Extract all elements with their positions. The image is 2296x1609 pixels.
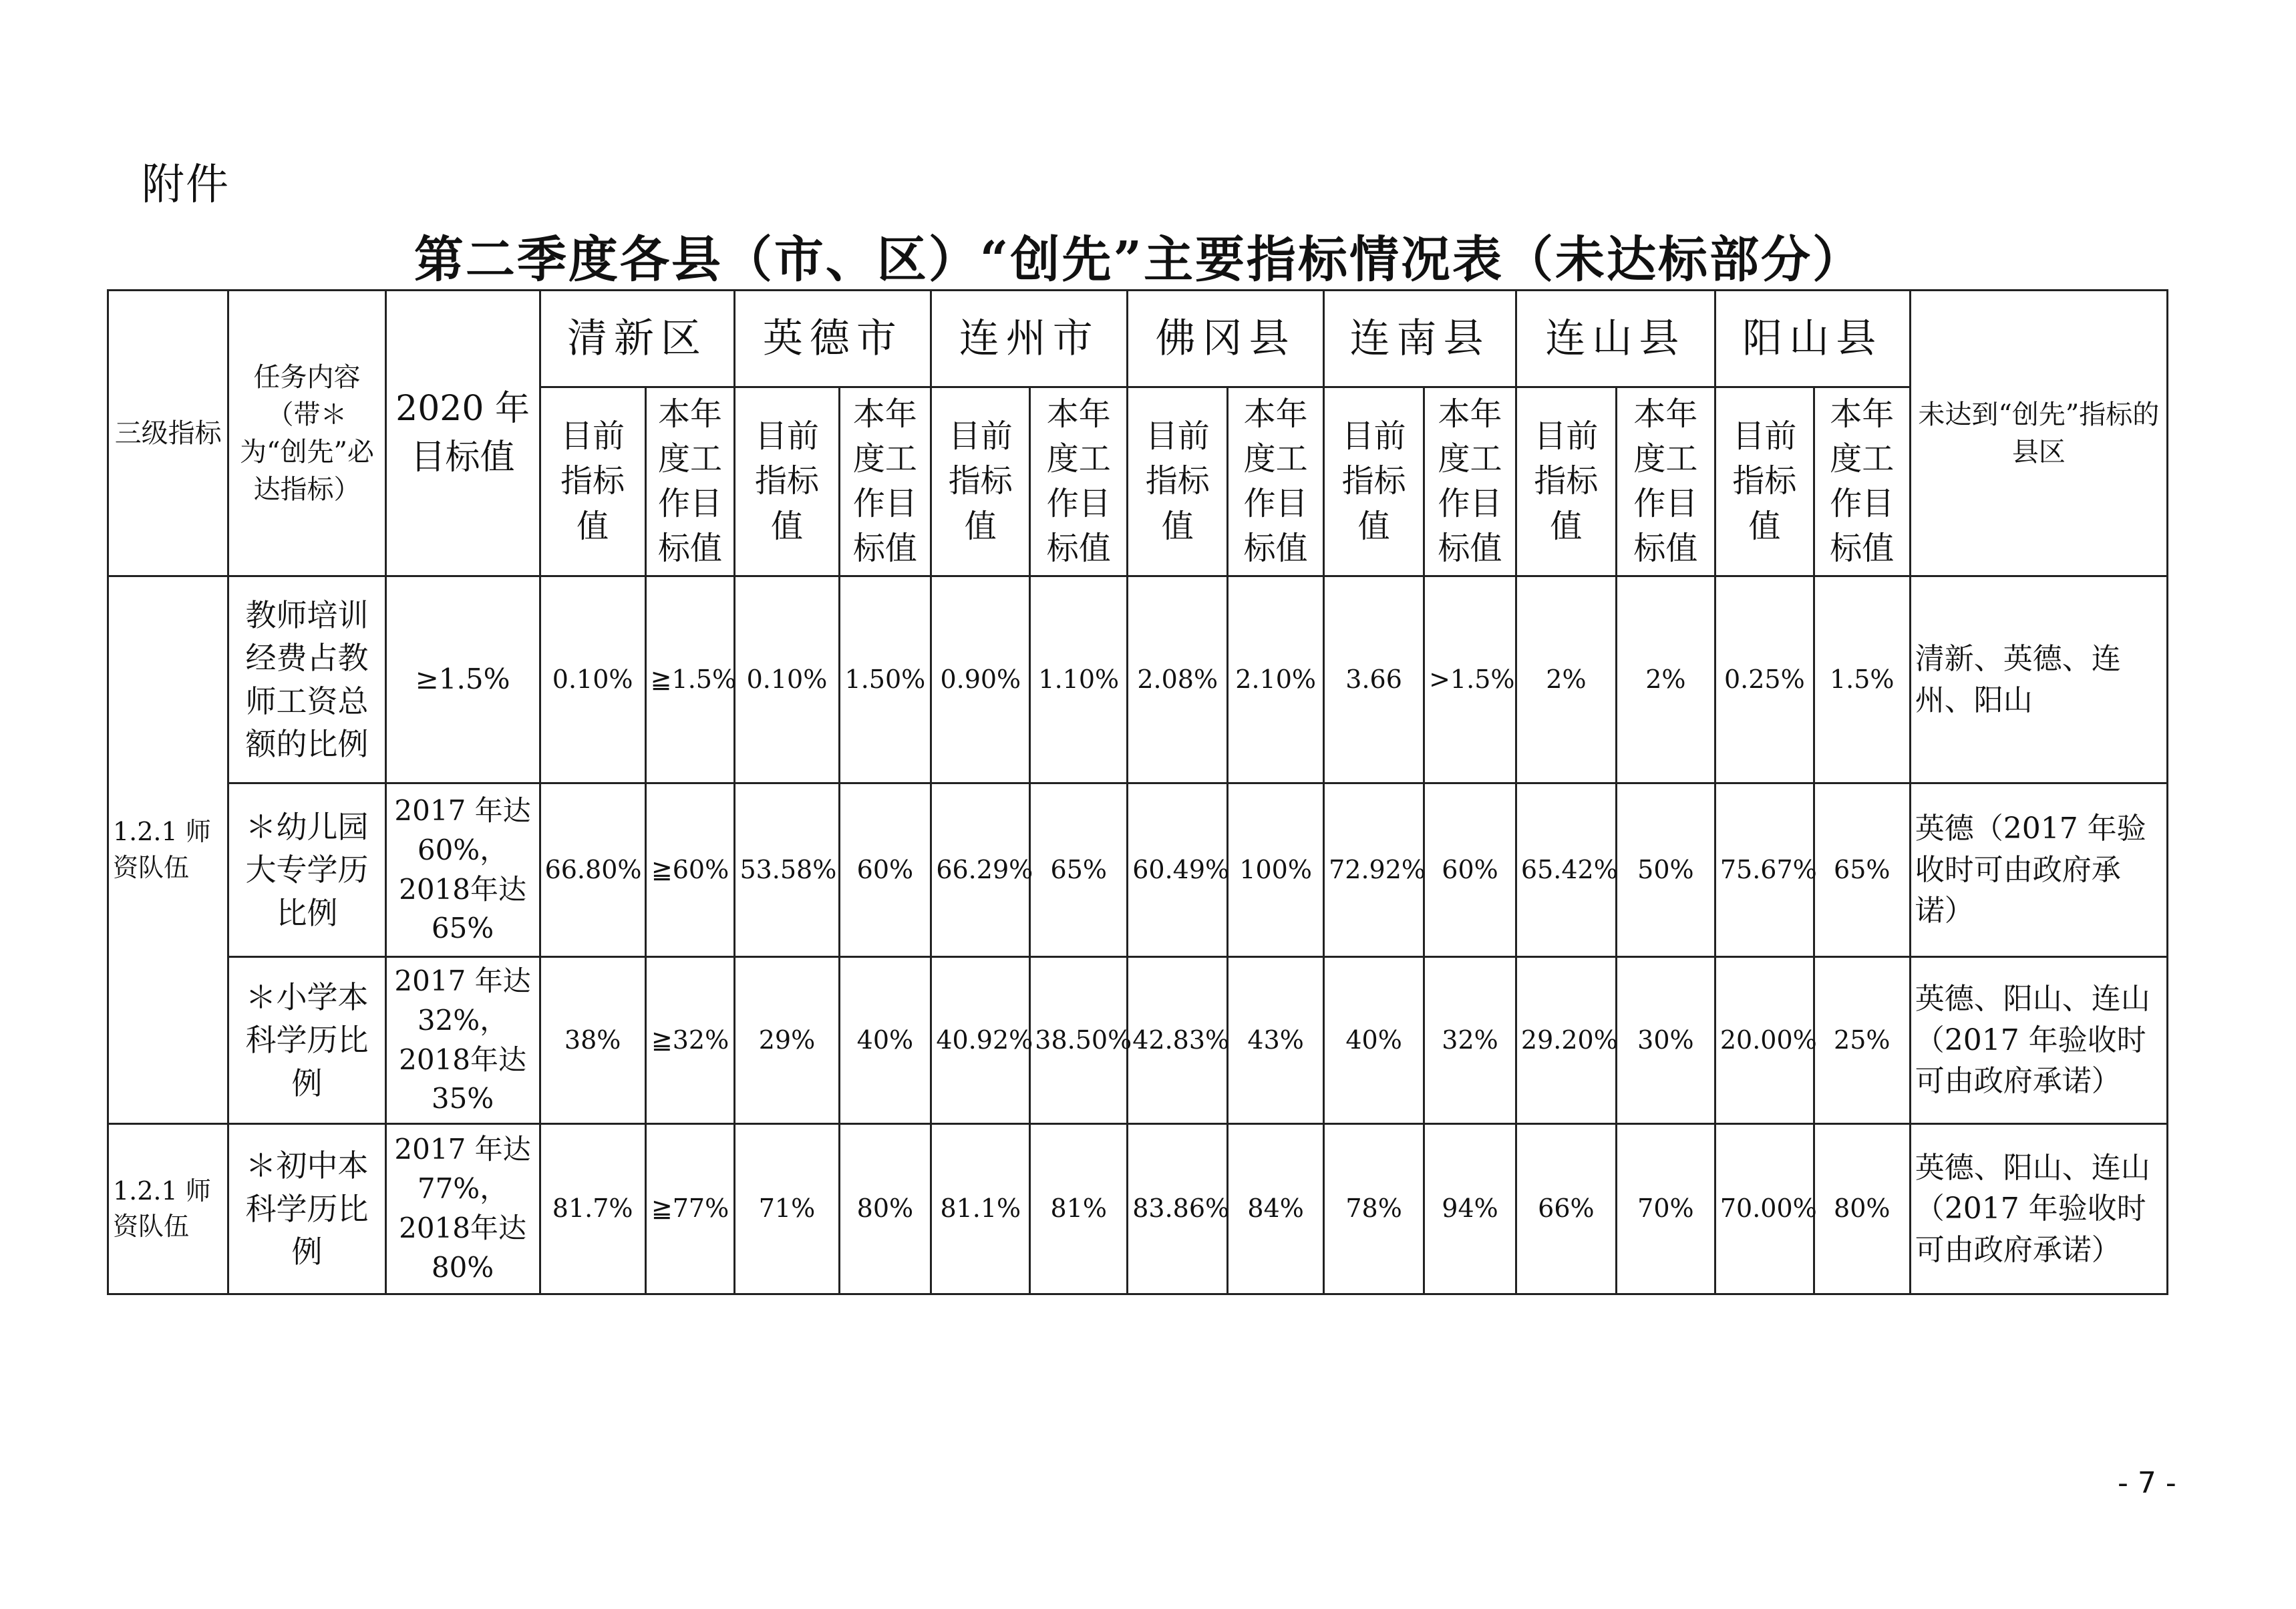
page-title: 第二季度各县（市、区）“创先”主要指标情况表（未达标部分） bbox=[414, 231, 1864, 289]
value-cell: ≧60% bbox=[645, 783, 735, 957]
value-cell: >1.5% bbox=[1424, 576, 1516, 783]
value-cell: 60% bbox=[839, 783, 931, 957]
value-cell: 38.50% bbox=[1030, 957, 1128, 1124]
header-county-lianshan: 连山县 bbox=[1516, 291, 1715, 387]
header-current-value: 目前指标值 bbox=[1715, 387, 1814, 576]
value-cell: 42.83% bbox=[1128, 957, 1228, 1124]
value-cell: 94% bbox=[1424, 1124, 1516, 1294]
value-cell: 71% bbox=[735, 1124, 839, 1294]
task-cell: ＊小学本科学历比例 bbox=[228, 957, 385, 1124]
value-cell: 84% bbox=[1228, 1124, 1324, 1294]
target-2020-cell: 2017 年达32%，2018年达 35% bbox=[385, 957, 540, 1124]
indicator-table bbox=[107, 289, 2168, 1295]
value-cell: 38% bbox=[540, 957, 645, 1124]
level3-indicator-cell: 1.2.1 师资队伍 bbox=[108, 576, 228, 1124]
value-cell: 70% bbox=[1616, 1124, 1715, 1294]
header-current-value: 目前指标值 bbox=[1128, 387, 1228, 576]
header-current-value: 目前指标值 bbox=[1324, 387, 1424, 576]
value-cell: 65% bbox=[1814, 783, 1910, 957]
unmet-counties-cell: 清新、英德、连州、阳山 bbox=[1910, 576, 2167, 783]
value-cell: 0.10% bbox=[540, 576, 645, 783]
task-cell: ＊幼儿园大专学历比例 bbox=[228, 783, 385, 957]
unmet-counties-cell: 英德、阳山、连山（2017 年验收时可由政府承诺） bbox=[1910, 1124, 2167, 1294]
value-cell: 81% bbox=[1030, 1124, 1128, 1294]
attachment-label: 附件 bbox=[142, 160, 230, 210]
task-cell: ＊初中本科学历比例 bbox=[228, 1124, 385, 1294]
value-cell: 2% bbox=[1616, 576, 1715, 783]
header-task: 任务内容（带＊为“创先”必达指标） bbox=[228, 291, 385, 576]
value-cell: 2% bbox=[1516, 576, 1616, 783]
header-county-fogang: 佛冈县 bbox=[1128, 291, 1324, 387]
level3-indicator-cell: 1.2.1 师资队伍 bbox=[108, 1124, 228, 1294]
header-level3: 三级指标 bbox=[108, 291, 228, 576]
value-cell: 29% bbox=[735, 957, 839, 1124]
header-current-value: 目前指标值 bbox=[931, 387, 1030, 576]
header-current-value: 目前指标值 bbox=[1516, 387, 1616, 576]
value-cell: 80% bbox=[1814, 1124, 1910, 1294]
page-number: - 7 - bbox=[2118, 1466, 2176, 1500]
value-cell: ≧1.5% bbox=[645, 576, 735, 783]
value-cell: 0.90% bbox=[931, 576, 1030, 783]
value-cell: 78% bbox=[1324, 1124, 1424, 1294]
value-cell: 83.86% bbox=[1128, 1124, 1228, 1294]
value-cell: 66.80% bbox=[540, 783, 645, 957]
value-cell: 70.00% bbox=[1715, 1124, 1814, 1294]
header-annual-target: 本年度工作目标值 bbox=[839, 387, 931, 576]
value-cell: 29.20% bbox=[1516, 957, 1616, 1124]
value-cell: 65% bbox=[1030, 783, 1128, 957]
value-cell: 30% bbox=[1616, 957, 1715, 1124]
value-cell: 40.92% bbox=[931, 957, 1030, 1124]
value-cell: 1.50% bbox=[839, 576, 931, 783]
value-cell: 72.92% bbox=[1324, 783, 1424, 957]
value-cell: 0.10% bbox=[735, 576, 839, 783]
value-cell: 43% bbox=[1228, 957, 1324, 1124]
header-unmet: 未达到“创先”指标的县区 bbox=[1910, 291, 2167, 576]
value-cell: 60.49% bbox=[1128, 783, 1228, 957]
table-row bbox=[108, 957, 2168, 1124]
value-cell: 2.08% bbox=[1128, 576, 1228, 783]
header-county-yingde: 英德市 bbox=[735, 291, 931, 387]
header-county-qingxin: 清新区 bbox=[540, 291, 735, 387]
value-cell: 3.66 bbox=[1324, 576, 1424, 783]
value-cell: 53.58% bbox=[735, 783, 839, 957]
value-cell: ≧32% bbox=[645, 957, 735, 1124]
table-row bbox=[108, 1124, 2168, 1294]
header-annual-target: 本年度工作目标值 bbox=[1228, 387, 1324, 576]
value-cell: 2.10% bbox=[1228, 576, 1324, 783]
task-cell: 教师培训经费占教师工资总额的比例 bbox=[228, 576, 385, 783]
value-cell: 25% bbox=[1814, 957, 1910, 1124]
value-cell: 66.29% bbox=[931, 783, 1030, 957]
header-current-value: 目前指标值 bbox=[540, 387, 645, 576]
value-cell: 100% bbox=[1228, 783, 1324, 957]
header-current-value: 目前指标值 bbox=[735, 387, 839, 576]
value-cell: 0.25% bbox=[1715, 576, 1814, 783]
target-2020-cell: ≥1.5% bbox=[385, 576, 540, 783]
target-2020-cell: 2017 年达60%，2018年达 65% bbox=[385, 783, 540, 957]
table-row bbox=[108, 783, 2168, 957]
value-cell: 65.42% bbox=[1516, 783, 1616, 957]
value-cell: ≧77% bbox=[645, 1124, 735, 1294]
value-cell: 32% bbox=[1424, 957, 1516, 1124]
value-cell: 40% bbox=[839, 957, 931, 1124]
value-cell: 81.7% bbox=[540, 1124, 645, 1294]
value-cell: 75.67% bbox=[1715, 783, 1814, 957]
header-annual-target: 本年度工作目标值 bbox=[1424, 387, 1516, 576]
value-cell: 66% bbox=[1516, 1124, 1616, 1294]
value-cell: 1.10% bbox=[1030, 576, 1128, 783]
value-cell: 50% bbox=[1616, 783, 1715, 957]
value-cell: 40% bbox=[1324, 957, 1424, 1124]
table-row bbox=[108, 576, 2168, 783]
header-annual-target: 本年度工作目标值 bbox=[1814, 387, 1910, 576]
unmet-counties-cell: 英德、阳山、连山（2017 年验收时可由政府承诺） bbox=[1910, 957, 2167, 1124]
value-cell: 81.1% bbox=[931, 1124, 1030, 1294]
value-cell: 60% bbox=[1424, 783, 1516, 957]
target-2020-cell: 2017 年达77%，2018年达 80% bbox=[385, 1124, 540, 1294]
value-cell: 20.00% bbox=[1715, 957, 1814, 1124]
header-county-lianzhou: 连州市 bbox=[931, 291, 1128, 387]
header-county-liannan: 连南县 bbox=[1324, 291, 1516, 387]
header-county-yangshan: 阳山县 bbox=[1715, 291, 1910, 387]
header-annual-target: 本年度工作目标值 bbox=[645, 387, 735, 576]
unmet-counties-cell: 英德（2017 年验收时可由政府承诺） bbox=[1910, 783, 2167, 957]
header-target-2020: 2020 年目标值 bbox=[385, 291, 540, 576]
value-cell: 80% bbox=[839, 1124, 931, 1294]
value-cell: 1.5% bbox=[1814, 576, 1910, 783]
header-annual-target: 本年度工作目标值 bbox=[1616, 387, 1715, 576]
header-annual-target: 本年度工作目标值 bbox=[1030, 387, 1128, 576]
